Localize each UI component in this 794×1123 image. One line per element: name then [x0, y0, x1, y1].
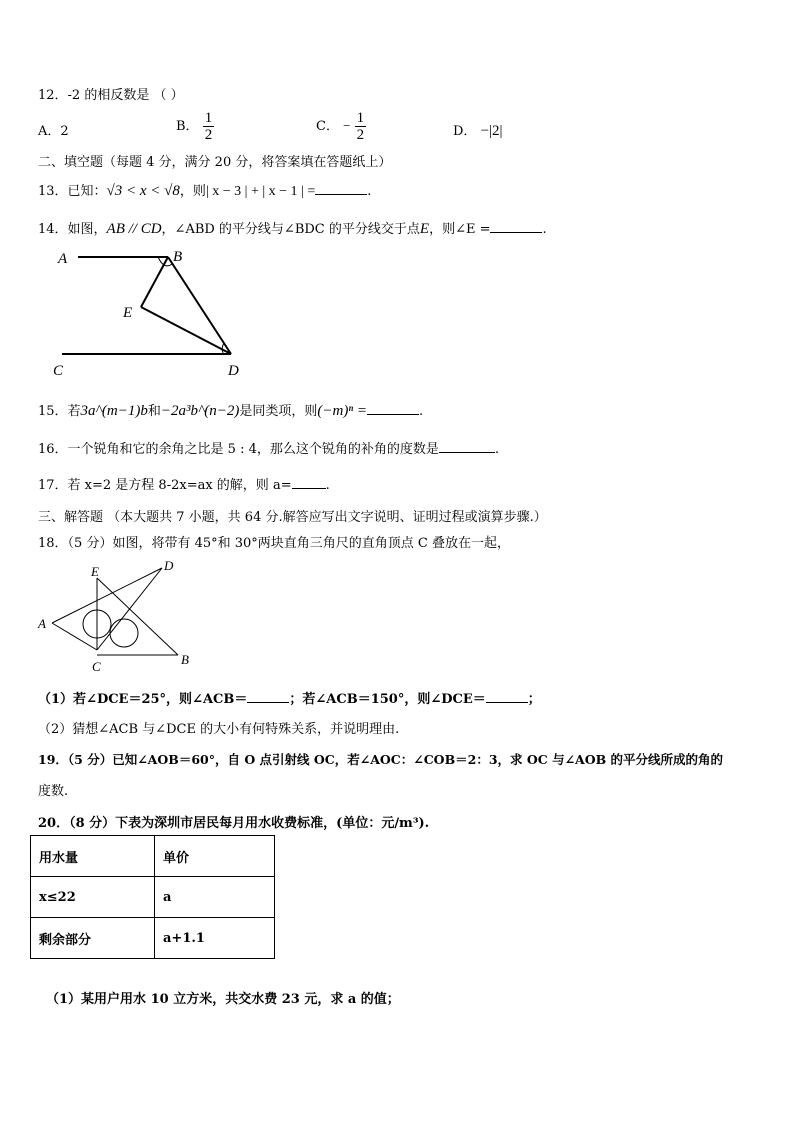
- q18-label-e: E: [91, 564, 99, 579]
- q14-label-c: C: [53, 363, 64, 379]
- table-cell: a+1.1: [155, 918, 275, 959]
- q18-label-a: A: [38, 616, 46, 631]
- q13-prefix: 13．已知：: [38, 184, 107, 199]
- q12-option-b-label: B．: [176, 119, 199, 134]
- q18-part2: （2）猜想∠ACB 与∠DCE 的大小有何特殊关系，并说明理由.: [38, 722, 400, 737]
- q16-text: 16．一个锐角和它的余角之比是 5 : 4，那么这个锐角的补角的度数是: [38, 442, 439, 457]
- q13-middle: ，则: [179, 184, 206, 199]
- q12-option-d-label: D．: [453, 124, 477, 139]
- q14-line: [38, 218, 547, 238]
- q12-option-b-denominator: 2: [204, 127, 213, 143]
- q13-expression: | x − 3 | + | x − 1 | =: [205, 184, 316, 199]
- q12-option-c-sign: −: [343, 118, 351, 133]
- q20-stem: 20．（8 分）下表为深圳市居民每月用水收费标准，(单位：元/m³).: [38, 816, 430, 831]
- q18-answer-blank-2[interactable]: [486, 690, 528, 703]
- q16-line: [38, 438, 499, 457]
- q12-option-c-denominator: 2: [356, 127, 365, 143]
- q13-answer-blank[interactable]: [315, 182, 367, 195]
- q14-angle-mark-d: [222, 343, 224, 353]
- q12-option-b-fraction: [203, 110, 215, 143]
- q17-answer-blank[interactable]: [292, 476, 326, 489]
- table-cell: x≤22: [31, 877, 155, 918]
- q18-line-cd: [97, 568, 162, 650]
- q12-stem: 12．-2 的相反数是 （ ）: [38, 88, 184, 103]
- q12-option-c-label: C．: [316, 119, 339, 134]
- q20-part1: （1）某用户用水 10 立方米，共交水费 23 元，求 a 的值；: [46, 992, 400, 1007]
- q15-term1: 3a^(m−1)b: [80, 403, 148, 419]
- q14-suffix: .: [542, 222, 547, 237]
- q16-suffix: .: [494, 442, 500, 457]
- table-row: [31, 918, 275, 959]
- q18-label-c: C: [92, 659, 101, 674]
- q12-option-b-numerator: 1: [204, 110, 213, 126]
- q14-line-ed: [141, 307, 231, 354]
- q15-middle2: 是同类项，则: [239, 404, 318, 419]
- table-header-price: 单价: [155, 836, 275, 877]
- q14-figure: [48, 244, 258, 382]
- q16-answer-blank[interactable]: [439, 440, 495, 453]
- q14-label-a: A: [58, 251, 68, 267]
- q14-prefix: 14．如图，: [38, 222, 107, 237]
- q13-suffix: .: [367, 184, 372, 199]
- q18-label-b: B: [181, 652, 189, 667]
- q12-option-d: [453, 120, 503, 140]
- q12-option-a: A．2: [38, 124, 69, 139]
- q18-circle-right: [110, 619, 138, 647]
- table-cell: a: [155, 877, 275, 918]
- q15-middle: 和: [147, 404, 161, 419]
- q19-line1: 19．（5 分）已知∠AOB＝60°，自 O 点引射线 OC，若∠AOC：∠COB＝2：3，求 OC 与∠AOB 的平分线所成的角的: [38, 752, 724, 767]
- q12-option-c-numerator: 1: [356, 110, 365, 126]
- table-row: [31, 836, 275, 877]
- q12-option-c: [316, 110, 366, 143]
- q18-part1-b: ；若∠ACB＝150°，则∠DCE＝: [289, 692, 486, 707]
- q12-option-d-value: −|2|: [480, 123, 503, 139]
- q17-line: [38, 474, 330, 493]
- section-2-heading: 二、填空题（每题 4 分，满分 20 分，将答案填在答题纸上）: [38, 155, 392, 170]
- q17-suffix: .: [325, 478, 330, 493]
- q12-option-c-fraction: [355, 110, 367, 143]
- q14-label-b: B: [173, 249, 183, 265]
- q18-part1-c: ；: [527, 692, 541, 707]
- q18-part1-a: （1）若∠DCE＝25°，则∠ACB＝: [38, 692, 248, 707]
- q14-line-bd: [168, 257, 231, 354]
- q15-answer-blank[interactable]: [367, 402, 419, 415]
- q14-answer-blank[interactable]: [490, 220, 542, 233]
- q14-label-d: D: [228, 363, 239, 379]
- q12-option-b: [176, 110, 214, 143]
- q18-part1: [38, 688, 541, 707]
- q15-line: [38, 400, 423, 420]
- section-3-heading: 三、解答题 （本大题共 7 小题，共 64 分.解答应写出文字说明、证明过程或演算步骤.）: [38, 510, 547, 525]
- q14-label-e: E: [123, 305, 133, 321]
- q18-stem: 18．（5 分）如图，将带有 45°和 30°两块直角三角尺的直角顶点 C 叠放在一起，: [38, 536, 511, 551]
- water-price-table: [30, 835, 275, 959]
- q14-parallel: AB // CD: [106, 221, 162, 237]
- q18-label-d: D: [164, 558, 174, 573]
- q14-point: E: [419, 221, 430, 237]
- table-cell: 剩余部分: [31, 918, 155, 959]
- table-row: [31, 877, 275, 918]
- q13-condition: √3 < x < √8: [106, 183, 180, 199]
- q13-line: [38, 180, 371, 200]
- q15-expression: (−m)ⁿ =: [317, 403, 367, 419]
- q18-figure: [36, 558, 196, 676]
- q14-middle2: ，则∠E =: [429, 222, 491, 237]
- q17-text: 17．若 x=2 是方程 8-2x=ax 的解，则 a=: [38, 478, 292, 493]
- q18-answer-blank-1[interactable]: [247, 690, 289, 703]
- q15-term2: −2a³b^(n−2): [160, 403, 240, 419]
- q19-line2: 度数.: [38, 784, 69, 799]
- table-header-usage: 用水量: [31, 836, 155, 877]
- q15-suffix: .: [418, 404, 424, 419]
- q15-prefix: 15．若: [38, 404, 81, 419]
- q14-middle1: ，∠ABD 的平分线与∠BDC 的平分线交于点: [161, 222, 420, 237]
